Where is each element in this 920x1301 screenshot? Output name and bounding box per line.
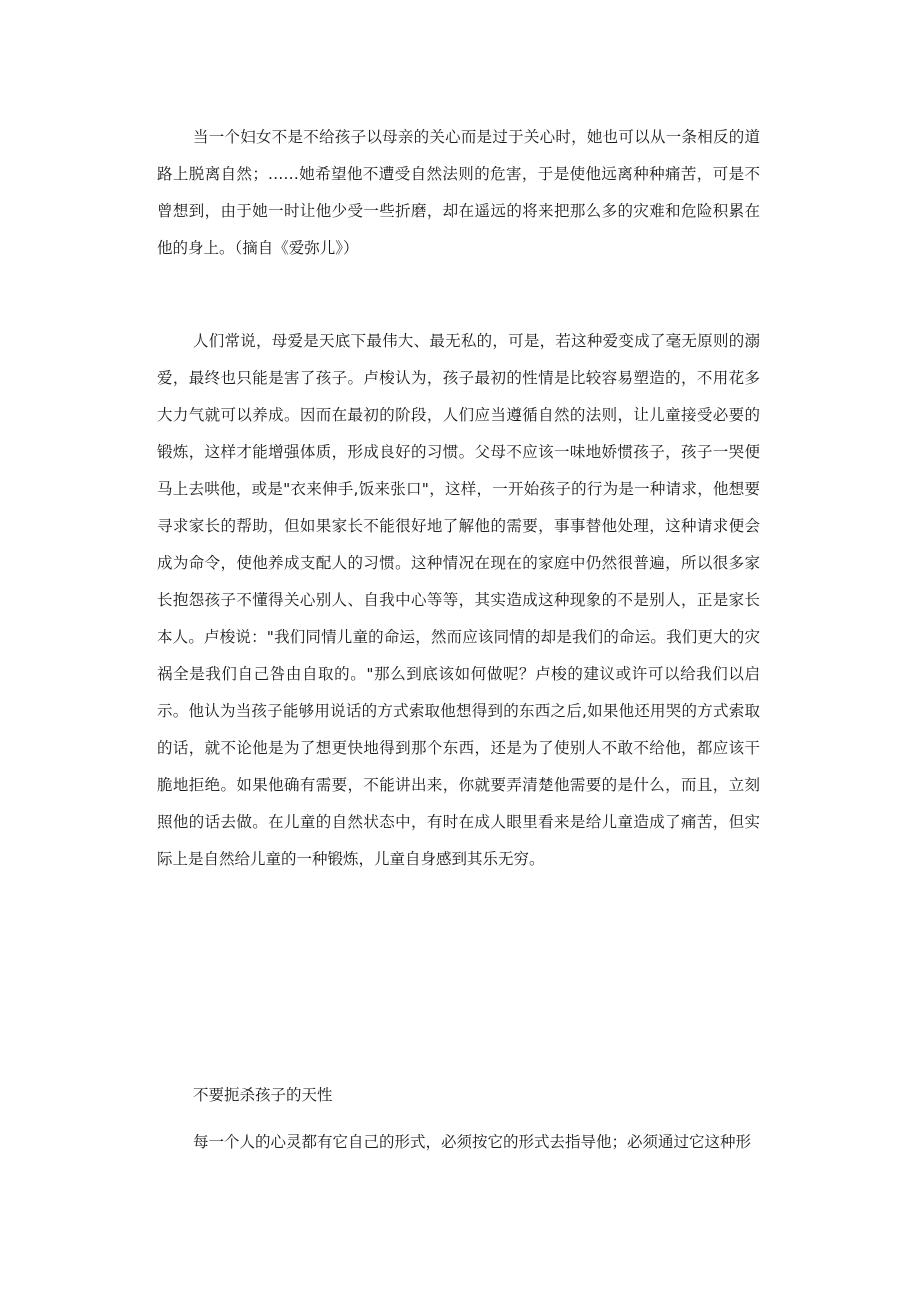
paragraph-commentary: 人们常说，母爱是天底下最伟大、最无私的，可是，若这种爱变成了毫无原则的溺爱，最终也只能是害了孩子。卢梭认为，孩子最初的性情是比较容易塑造的，不用花多大力气就可以养成。因而在最初的阶段，人们应当遵循自然的法则，让儿童接受必要的锻炼，这样才能增强体质，形成良好的习惯。父母不应该一味地娇惯孩子，孩子一哭便马上去哄他，或是"衣来伸手,饭来张口"，这样，一开始孩子的行为是一种请求，他想要寻求家长的帮助，但如果家长不能很好地了解他的需要，事事替他处理，这种请求便会成为命令，使他养成支配人的习惯。这种情况在现在的家庭中仍然很普遍，所以很多家长抱怨孩子不懂得关心别人、自我中心等等，其实造成这种现象的不是别人，正是家长本人。卢梭说："我们同情儿童的命运，然而应该同情的却是我们的命运。我们更大的灾祸全是我们自己咎由自取的。"那么到底该如何做呢？卢梭的建议或许可以给我们以启示。他认为当孩子能够用说话的方式索取他想得到的东西之后,如果他还用哭的方式索取的话，就不论他是为了想更快地得到那个东西，还是为了使别人不敢不给他，都应该干脆地拒绝。如果他确有需要，不能讲出来，你就要弄清楚他需要的是什么，而且，立刻照他的话去做。在儿童的自然状态中，有时在成人眼里看来是给儿童造成了痛苦，但实际上是自然给儿童的一种锻炼，儿童自身感到其乐无穷。 [157,332,760,868]
paragraph-continued: 每一个人的心灵都有它自己的形式，必须按它的形式去指导他；必须通过它这种形 [193,1133,752,1151]
section-subheading: 不要扼杀孩子的天性 [193,1086,333,1104]
paragraph-quote: 当一个妇女不是不给孩子以母亲的关心而是过于关心时，她也可以从一条相反的道路上脱离自然；……她希望他不遭受自然法则的危害，于是使他远离种种痛苦，可是不曾想到，由于她一时让他少受一些折磨，却在遥远的将来把那么多的灾难和危险积累在他的身上。（摘自《爱弥儿》） [157,128,760,257]
